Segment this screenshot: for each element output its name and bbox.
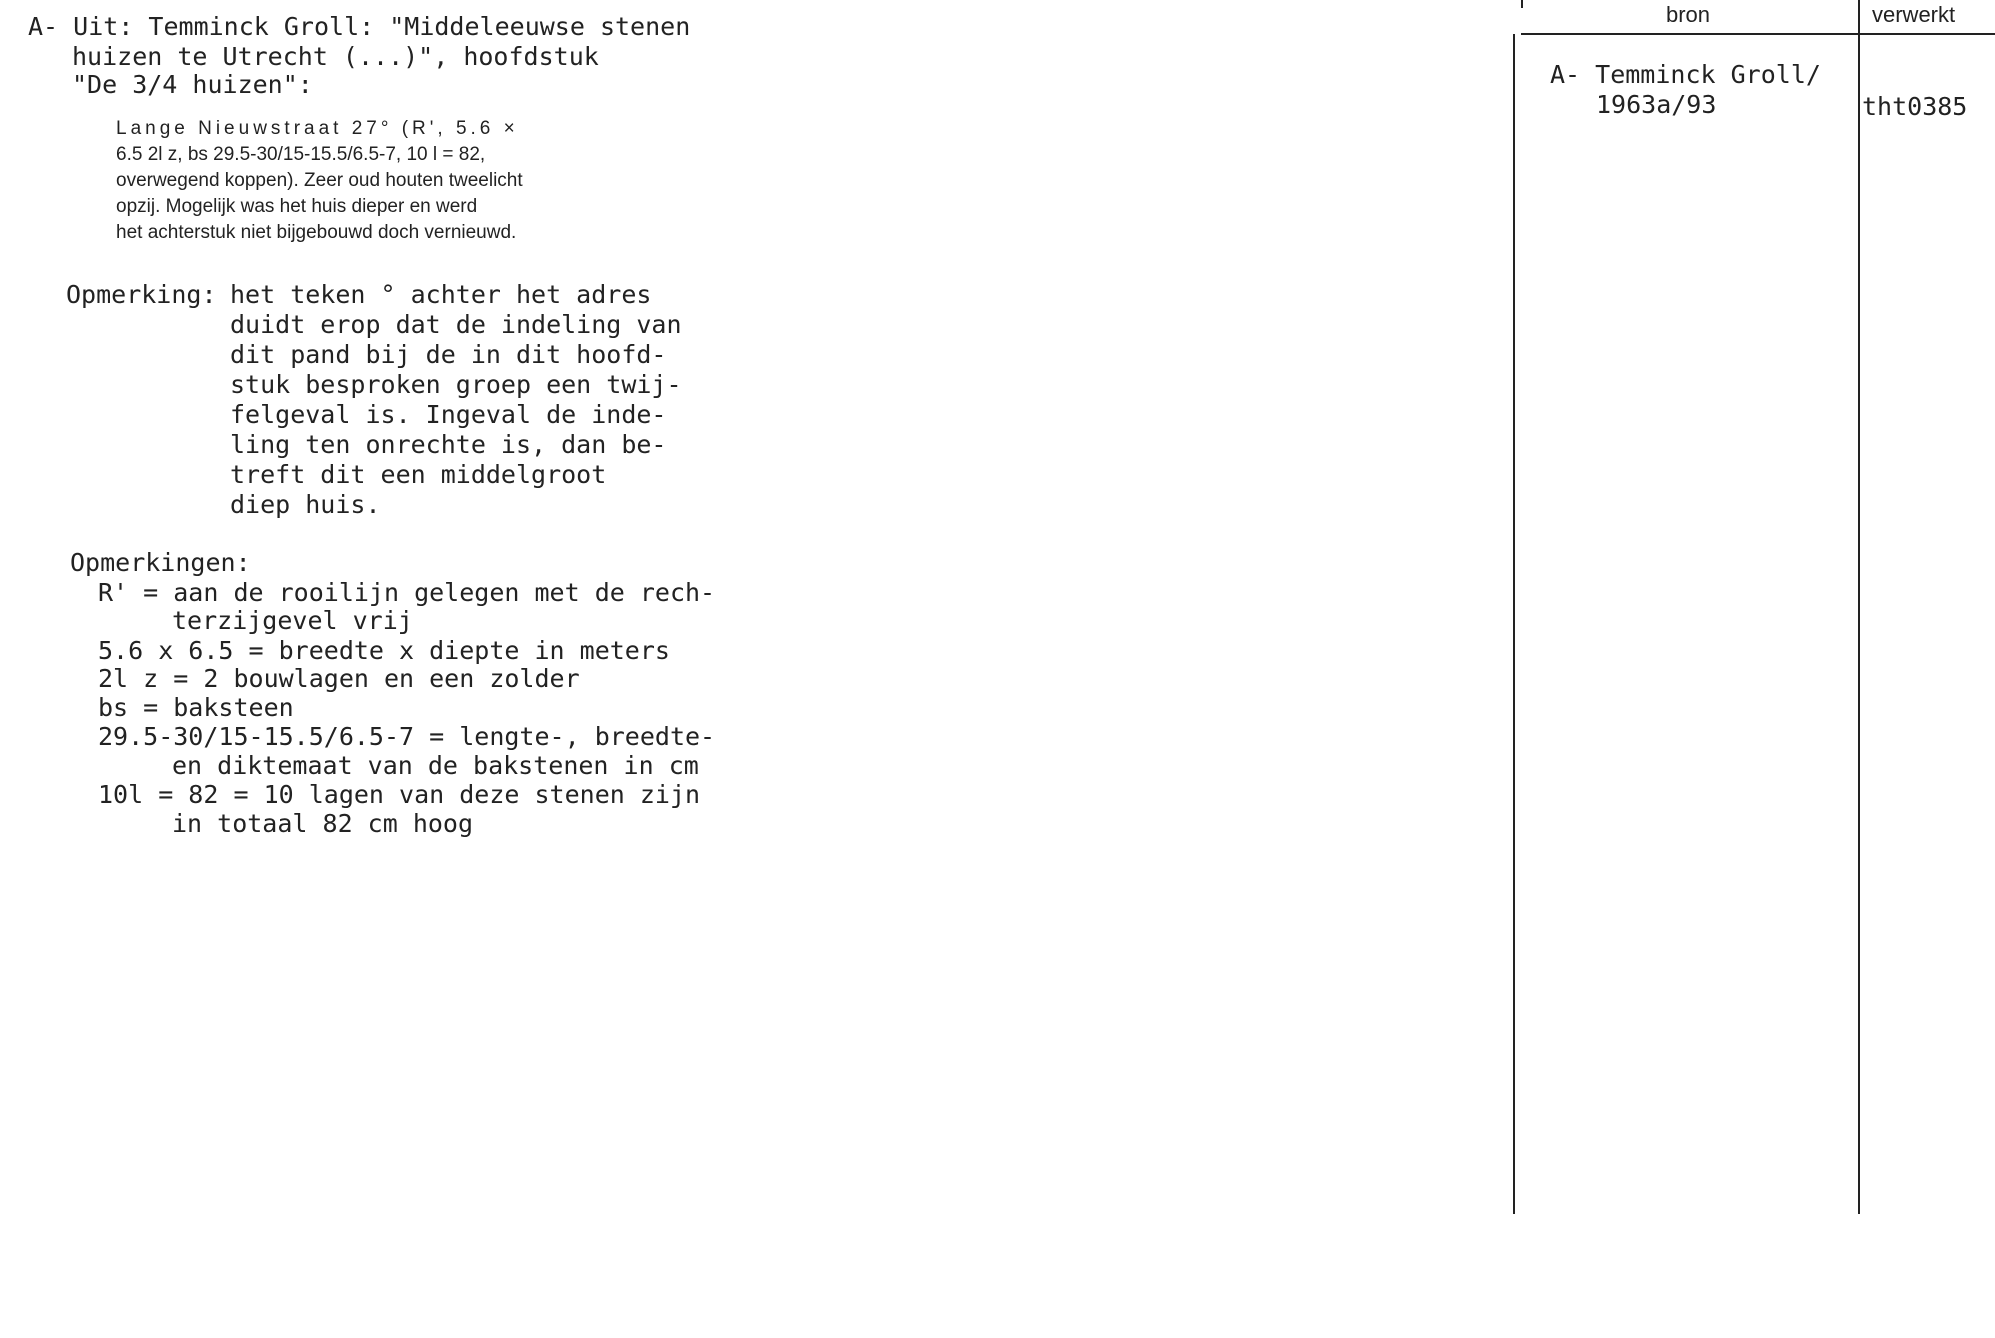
- remark-line-2: duidt erop dat de indeling van: [230, 310, 682, 339]
- remarks-line-5: bs = baksteen: [98, 693, 294, 722]
- remark-line-5: felgeval is. Ingeval de inde-: [230, 400, 667, 429]
- quote-line-1: Lange Nieuwstraat 27° (R', 5.6 ×: [116, 118, 519, 139]
- quote-line-4: opzij. Mogelijk was het huis dieper en werd: [116, 196, 478, 217]
- remarks-line-6: 29.5-30/15-15.5/6.5-7 = lengte-, breedte-: [98, 722, 716, 751]
- remark-line-1: het teken ° achter het adres: [230, 280, 652, 309]
- quote-line-5: het achterstuk niet bijgebouwd doch vernieuwd.: [116, 222, 517, 243]
- remark-line-4: stuk besproken groep een twij-: [230, 370, 682, 399]
- table-header-rule: [1521, 33, 1995, 35]
- remarks-line-8: 10l = 82 = 10 lagen van deze stenen zijn: [98, 780, 701, 809]
- table-left-rule: [1513, 34, 1515, 1214]
- column-header-verwerkt: verwerkt: [1872, 2, 1956, 27]
- remarks-line-1: R' = aan de rooilijn gelegen met de rech-: [98, 578, 716, 607]
- remark-line-6: ling ten onrechte is, dan be-: [230, 430, 667, 459]
- remarks-label: Opmerkingen:: [70, 548, 251, 577]
- quote-line-3: overwegend koppen). Zeer oud houten tweelicht: [116, 170, 523, 191]
- quoted-paragraph: [116, 116, 616, 246]
- table-middle-rule: [1858, 0, 1860, 1214]
- quote-line-2: 6.5 2l z, bs 29.5-30/15-15.5/6.5-7, 10 l = 82,: [116, 144, 486, 165]
- heading-line-1: A- Uit: Temminck Groll: "Middeleeuwse stenen: [28, 12, 691, 41]
- bron-line-1: A- Temminck Groll/: [1550, 60, 1821, 89]
- heading-line-2: huizen te Utrecht (...)", hoofdstuk: [72, 42, 599, 71]
- heading-line-3: "De 3/4 huizen":: [72, 70, 313, 99]
- remark-line-7: treft dit een middelgroot: [230, 460, 607, 489]
- remarks-line-7: en diktemaat van de bakstenen in cm: [172, 751, 699, 780]
- remarks-line-9: in totaal 82 cm hoog: [172, 809, 474, 838]
- bron-line-2: 1963a/93: [1596, 90, 1717, 119]
- verwerkt-value: tht0385: [1862, 92, 1968, 121]
- table-left-rule-top: [1521, 0, 1523, 8]
- remarks-line-3: 5.6 x 6.5 = breedte x diepte in meters: [98, 636, 670, 665]
- remark-line-8: diep huis.: [230, 490, 381, 519]
- remarks-line-2: terzijgevel vrij: [172, 606, 413, 635]
- remark-label: Opmerking:: [66, 280, 217, 309]
- remark-line-3: dit pand bij de in dit hoofd-: [230, 340, 667, 369]
- remarks-line-4: 2l z = 2 bouwlagen en een zolder: [98, 664, 580, 693]
- column-header-bron: bron: [1666, 2, 1711, 27]
